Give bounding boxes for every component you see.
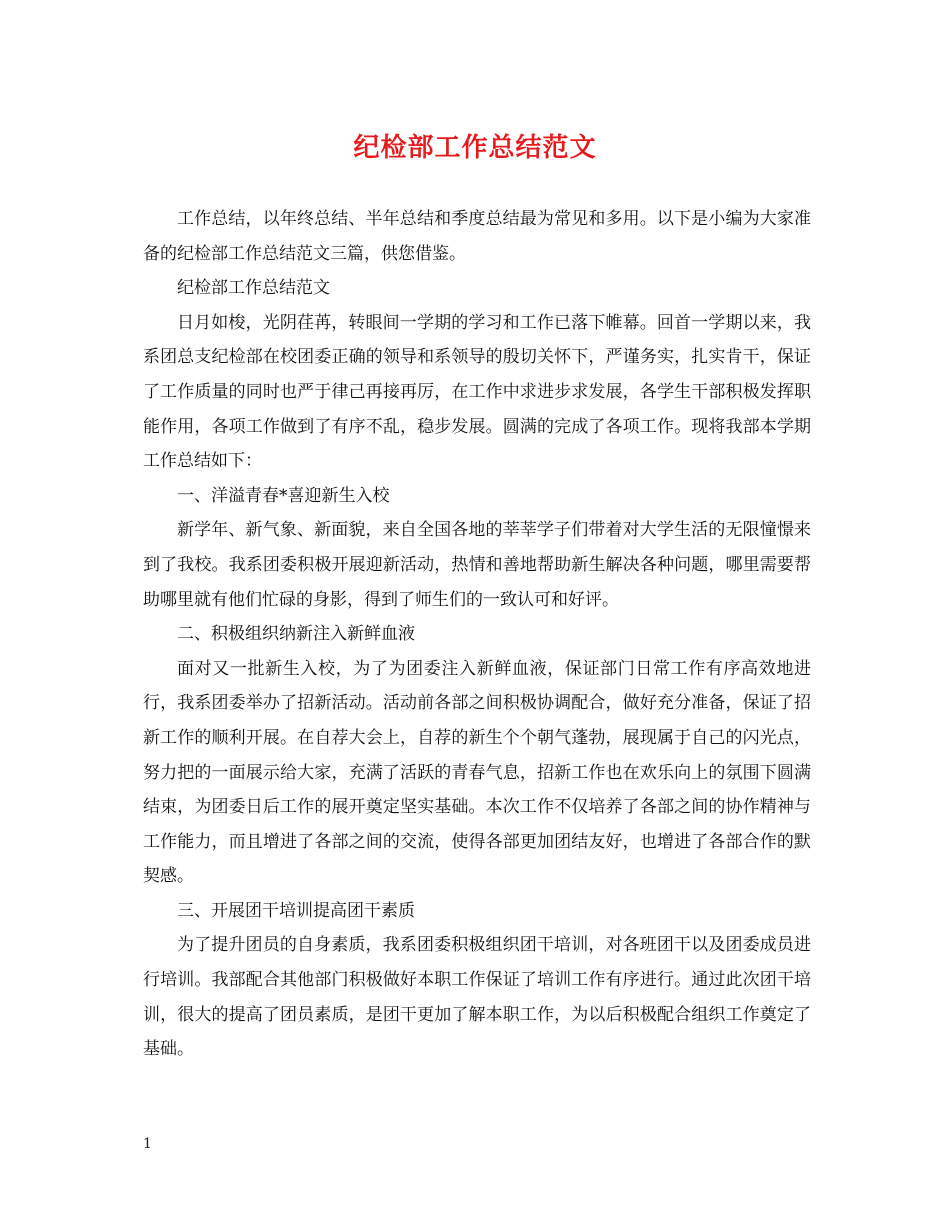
page-number: 1 [143,1136,152,1152]
body-paragraph: 新学年、新气象、新面貌，来自全国各地的莘莘学子们带着对大学生活的无限憧憬来到了我校。我系团委积极开展迎新活动，热情和善地帮助新生解决各种问题，哪里需要帮助哪里就有他们忙碌的身影，得到了师生们的一致认可和好评。 [143,520,811,610]
document-title: 纪检部工作总结范文 [353,133,597,163]
body-paragraph: 日月如梭，光阴荏苒，转眼间一学期的学习和工作已落下帷幕。回首一学期以来，我系团总支纪检部在校团委正确的领导和系领导的殷切关怀下，严谨务实，扎实肯干，保证了工作质量的同时也严于律己再接再厉，在工作中求进步求发展，各学生干部积极发挥职能作用，各项工作做到了有序不乱，稳步发展。圆满的完成了各项工作。现将我部本学期工作总结如下： [143,312,811,472]
section-heading: 纪检部工作总结范文 [177,278,330,299]
section-heading: 一、洋溢青春*喜迎新生入校 [177,485,390,506]
body-paragraph: 为了提升团员的自身素质，我系团委积极组织团干培训，对各班团干以及团委成员进行培训。我部配合其他部门积极做好本职工作保证了培训工作有序进行。通过此次团干培训，很大的提高了团员素质，是团干更加了解本职工作，为以后积极配合组织工作奠定了基础。 [143,935,811,1060]
body-paragraph: 面对又一批新生入校，为了为团委注入新鲜血液，保证部门日常工作有序高效地进行，我系团委举办了招新活动。活动前各部之间积极协调配合，做好充分准备，保证了招新工作的顺利开展。在自荐大会上，自荐的新生个个朝气蓬勃，展现属于自己的闪光点，努力把的一面展示给大家，充满了活跃的青春气息，招新工作也在欢乐向上的氛围下圆满结束，为团委日后工作的展开奠定坚实基础。本次工作不仅培养了各部之间的协作精神与工作能力，而且增进了各部之间的交流，使得各部更加团结友好，也增进了各部合作的默契感。 [143,658,811,887]
document-body [143,202,811,1067]
section-heading: 二、积极组织纳新注入新鲜血液 [177,624,415,645]
section-heading: 三、开展团干培训提高团干素质 [177,900,415,921]
body-paragraph: 工作总结，以年终总结、半年总结和季度总结最为常见和多用。以下是小编为大家准备的纪检部工作总结范文三篇，供您借鉴。 [143,209,811,264]
